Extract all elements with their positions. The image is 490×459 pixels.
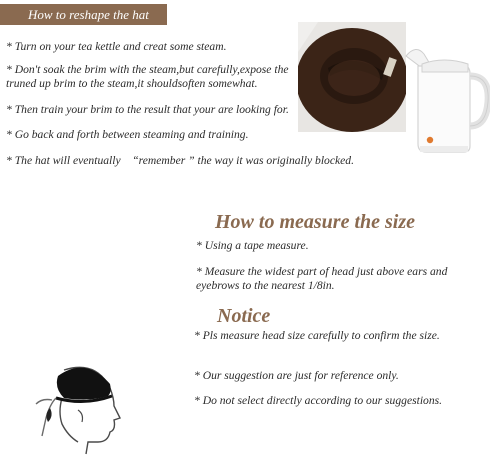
notice-item-1: * Pls measure head size carefully to confirm the size. bbox=[194, 329, 440, 342]
hat-photo bbox=[298, 22, 406, 132]
head-measurement-icon bbox=[28, 358, 128, 456]
notice-title: Notice bbox=[217, 305, 271, 327]
fedora-hat-icon bbox=[298, 22, 406, 132]
measure-step-1: * Using a tape measure. bbox=[196, 239, 309, 252]
reshape-step-3: * Then train your brim to the result that your are looking for. bbox=[6, 103, 289, 116]
measure-step-2: * Measure the widest part of head just above ears and eyebrows to the nearest 1/8in. bbox=[196, 265, 448, 292]
reshape-section-title: How to reshape the hat bbox=[0, 4, 167, 25]
reshape-step-2: * Don't soak the brim with the steam,but carefully,expose the truned up brim to the steam,it shouldsoften somewhat. bbox=[6, 63, 289, 90]
measure-section-title: How to measure the size bbox=[215, 211, 416, 233]
kettle-icon bbox=[404, 42, 490, 154]
notice-item-3: * Do not select directly according to our suggestions. bbox=[194, 394, 443, 407]
reshape-step-1: * Turn on your tea kettle and creat some steam. bbox=[6, 40, 227, 53]
reshape-step-4: * Go back and forth between steaming and training. bbox=[6, 128, 249, 141]
reshape-step-5: * The hat will eventually “remember ” the way it was originally blocked. bbox=[6, 154, 354, 167]
notice-item-2: * Our suggestion are just for reference only. bbox=[194, 369, 399, 382]
